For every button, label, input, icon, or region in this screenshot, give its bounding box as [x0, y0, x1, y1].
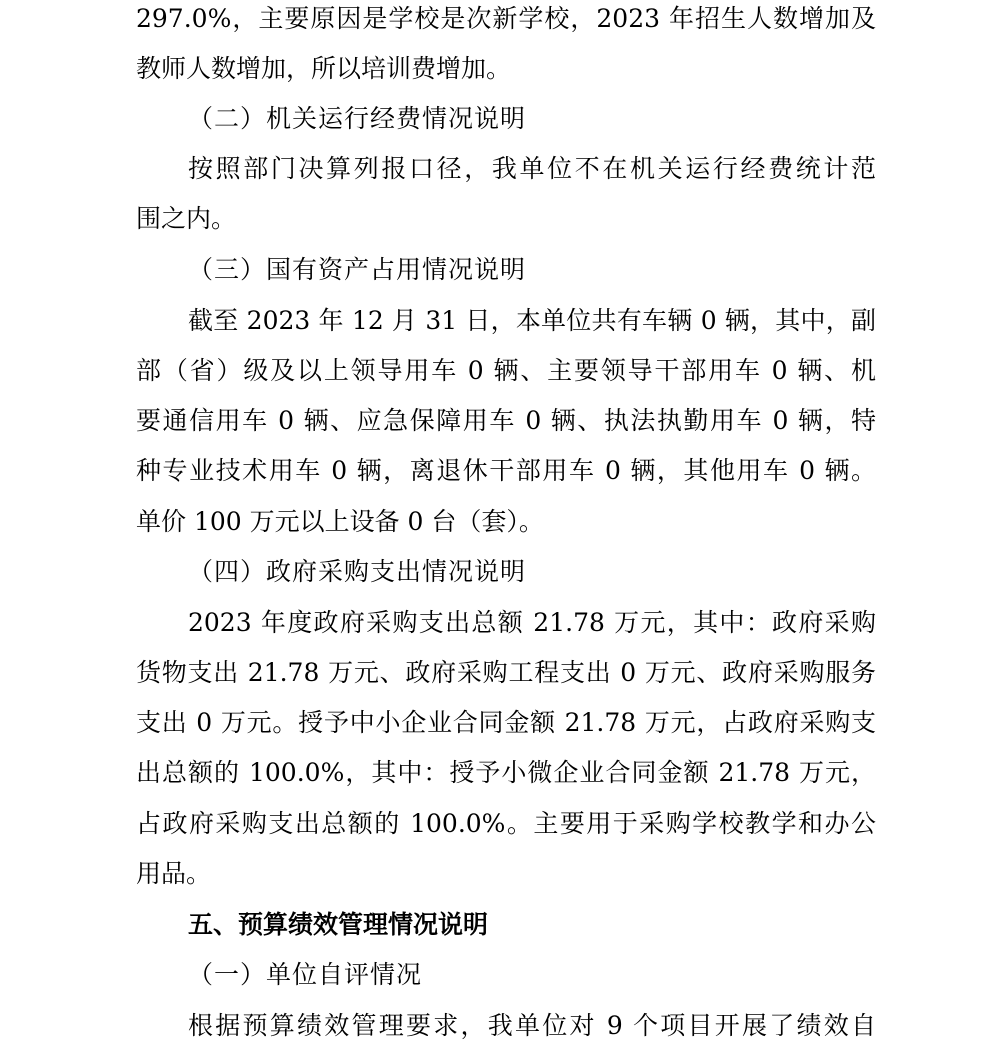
- section-heading-state-assets: （三）国有资产占用情况说明: [188, 255, 527, 284]
- section-heading-operating-costs: （二）机关运行经费情况说明: [188, 104, 527, 133]
- paragraph-line: 支出 0 万元。授予中小企业合同金额 21.78 万元，占政府采购支: [136, 708, 876, 737]
- section-heading-self-evaluation: （一）单位自评情况: [188, 960, 423, 989]
- paragraph-line: 单价 100 万元以上设备 0 台（套）。: [136, 507, 544, 536]
- paragraph-line: 297.0%，主要原因是学校是次新学校，2023 年招生人数增加及: [136, 4, 876, 33]
- paragraph-line: 2023 年度政府采购支出总额 21.78 万元，其中：政府采购: [188, 608, 876, 637]
- paragraph-line: 种专业技术用车 0 辆，离退休干部用车 0 辆，其他用车 0 辆。: [136, 456, 876, 485]
- paragraph-line: 按照部门决算列报口径，我单位不在机关运行经费统计范: [188, 154, 876, 183]
- paragraph-line: 截至 2023 年 12 月 31 日，本单位共有车辆 0 辆，其中，副: [188, 306, 876, 335]
- paragraph-line: 货物支出 21.78 万元、政府采购工程支出 0 万元、政府采购服务: [136, 658, 876, 687]
- paragraph-line: 围之内。: [136, 204, 237, 233]
- paragraph-line: 占政府采购支出总额的 100.0%。主要用于采购学校教学和办公: [136, 809, 876, 838]
- paragraph-line: 教师人数增加，所以培训费增加。: [136, 54, 512, 83]
- section-heading-budget-performance: 五、预算绩效管理情况说明: [188, 910, 489, 939]
- paragraph-line: 出总额的 100.0%，其中：授予小微企业合同金额 21.78 万元，: [136, 758, 876, 787]
- paragraph-line: 要通信用车 0 辆、应急保障用车 0 辆、执法执勤用车 0 辆，特: [136, 406, 876, 435]
- paragraph-line: 部（省）级及以上领导用车 0 辆、主要领导干部用车 0 辆、机: [136, 356, 876, 385]
- paragraph-line: 用品。: [136, 859, 212, 888]
- paragraph-line: 根据预算绩效管理要求，我单位对 9 个项目开展了绩效自: [188, 1011, 876, 1040]
- section-heading-procurement: （四）政府采购支出情况说明: [188, 557, 527, 586]
